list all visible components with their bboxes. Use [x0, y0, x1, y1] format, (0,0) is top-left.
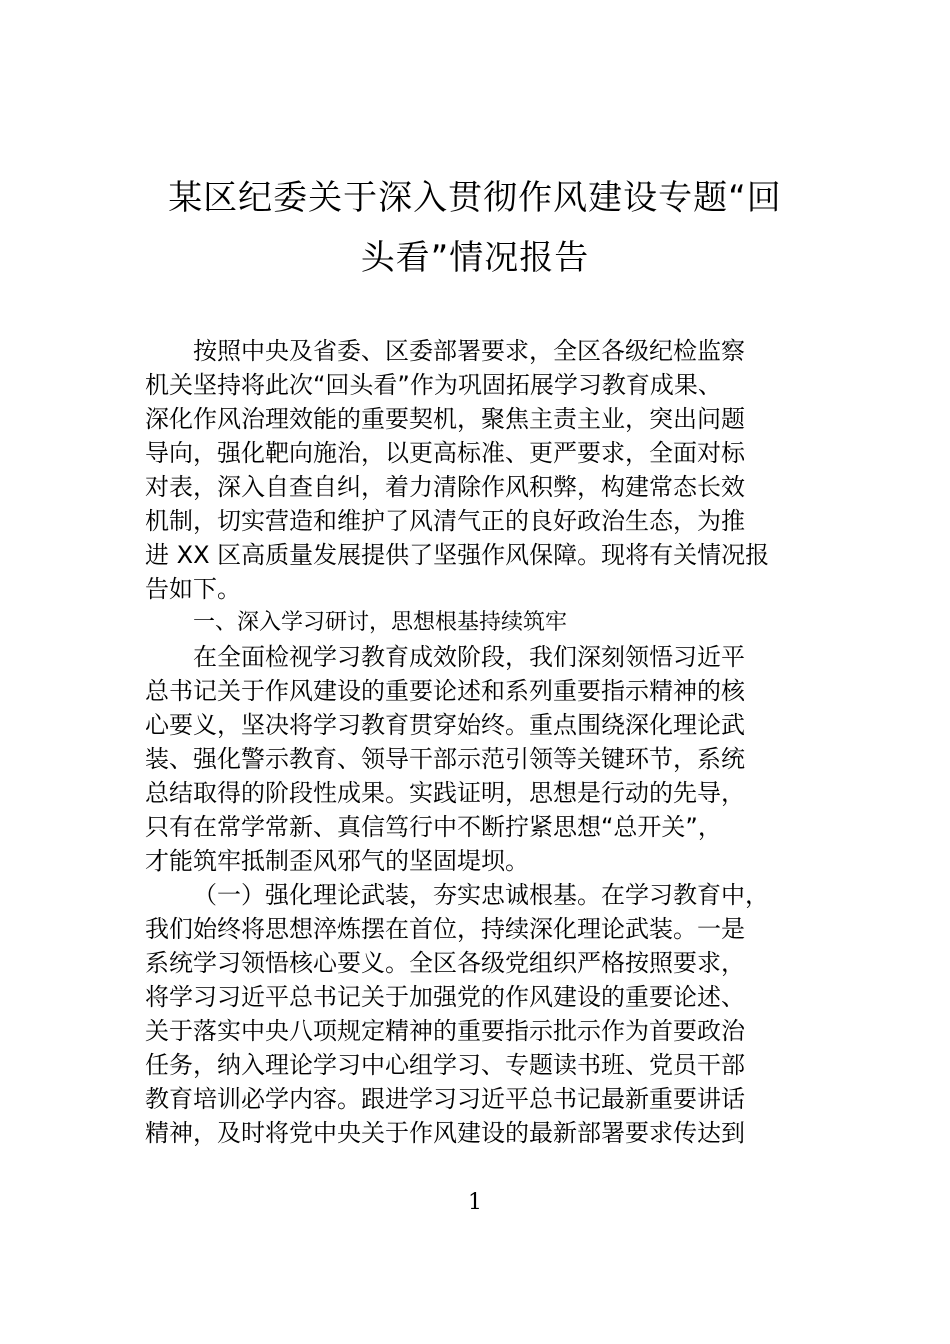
paragraph-line: 任务，纳入理论学习中心组学习、专题读书班、党员干部	[145, 1051, 745, 1079]
paragraph-line: 按照中央及省委、区委部署要求，全区各级纪检监察	[193, 337, 745, 365]
paragraph-line: （一）强化理论武装，夯实忠诚根基。在学习教育中，	[193, 881, 769, 909]
paragraph-line: 教育培训必学内容。跟进学习习近平总书记最新重要讲话	[145, 1085, 745, 1113]
paragraph-line: 机关坚持将此次“回头看”作为巩固拓展学习教育成果、	[145, 371, 722, 399]
paragraph-line: 深化作风治理效能的重要契机，聚焦主责主业，突出问题	[145, 405, 745, 433]
paragraph-line: 对表，深入自查自纠，着力清除作风积弊，构建常态长效	[145, 473, 745, 501]
paragraph-line: 机制，切实营造和维护了风清气正的良好政治生态，为推	[145, 507, 745, 535]
paragraph-line: 将学习习近平总书记关于加强党的作风建设的重要论述、	[145, 983, 745, 1011]
document-body	[145, 334, 813, 1150]
paragraph-line: 我们始终将思想淬炼摆在首位，持续深化理论武装。一是	[145, 915, 745, 943]
paragraph-line: 进 XX 区高质量发展提供了坚强作风保障。现将有关情况报	[145, 541, 770, 569]
paragraph-line: 装、强化警示教育、领导干部示范引领等关键环节，系统	[145, 745, 745, 773]
paragraph-line: 总书记关于作风建设的重要论述和系列重要指示精神的核	[145, 677, 745, 705]
title-line: 某区纪委关于深入贯彻作风建设专题“回	[168, 178, 782, 218]
page-number: 1	[468, 1190, 482, 1215]
section-heading: 一、深入学习研讨，思想根基持续筑牢	[193, 610, 568, 635]
paragraph-line: 在全面检视学习教育成效阶段，我们深刻领悟习近平	[193, 643, 745, 671]
paragraph-line: 系统学习领悟核心要义。全区各级党组织严格按照要求，	[145, 949, 745, 977]
paragraph-line: 只有在常学常新、真信笃行中不断拧紧思想“总开关”，	[145, 813, 722, 841]
paragraph-line: 关于落实中央八项规定精神的重要指示批示作为首要政治	[145, 1017, 745, 1045]
paragraph-line: 心要义，坚决将学习教育贯穿始终。重点围绕深化理论武	[145, 711, 745, 739]
paragraph-line: 导向，强化靶向施治，以更高标准、更严要求，全面对标	[145, 439, 745, 467]
paragraph-line: 告如下。	[145, 575, 241, 603]
document-title	[145, 168, 805, 288]
paragraph-line: 才能筑牢抵制歪风邪气的坚固堤坝。	[145, 847, 529, 875]
paragraph-line: 精神，及时将党中央关于作风建设的最新部署要求传达到	[145, 1119, 745, 1147]
title-line: 头看”情况报告	[360, 238, 590, 278]
paragraph-line: 总结取得的阶段性成果。实践证明，思想是行动的先导，	[145, 779, 745, 807]
